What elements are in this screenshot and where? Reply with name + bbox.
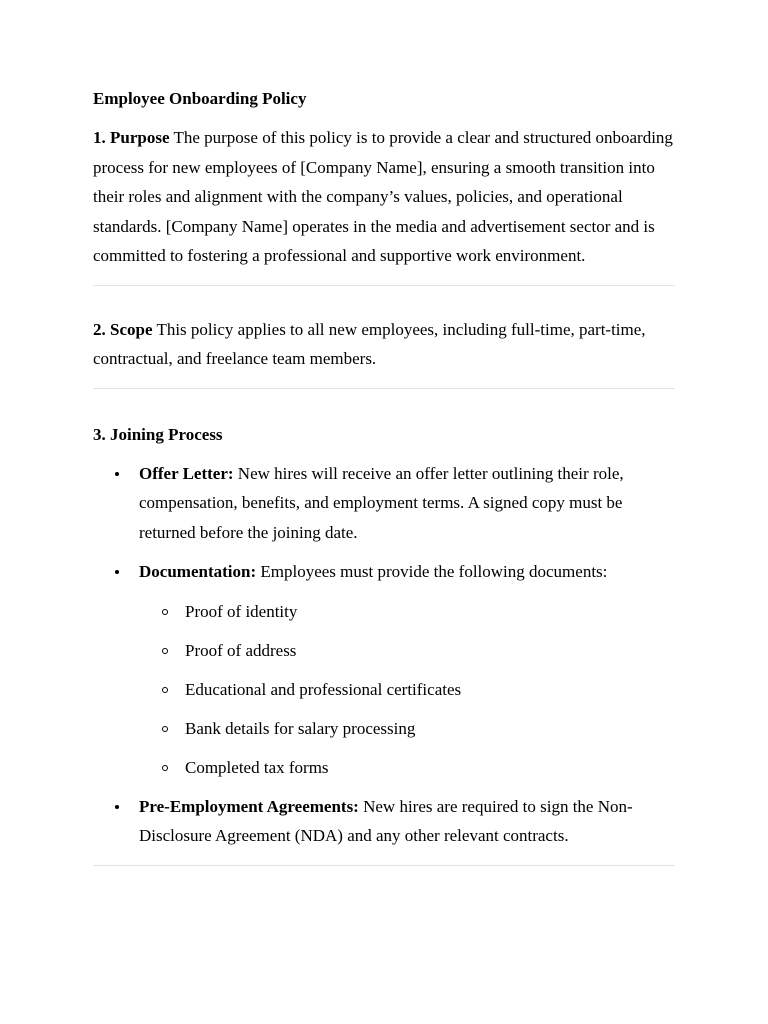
scope-heading: 2. Scope	[93, 319, 153, 339]
sublist-item	[138, 675, 675, 704]
joining-heading: 3. Joining Process	[93, 424, 223, 444]
scope-text: This policy applies to all new employees, including full-time, part-time, contractual, and freelance team members.	[93, 319, 646, 368]
scope-section	[93, 315, 675, 374]
sublist-item-text: Bank details for salary processing	[185, 718, 416, 738]
section-divider	[93, 388, 675, 389]
circle-bullet-icon	[162, 726, 168, 732]
section-divider	[93, 865, 675, 866]
section-divider	[93, 285, 675, 286]
list-item-offer-letter	[93, 459, 675, 548]
item-text: Employees must provide the following documents:	[256, 562, 608, 581]
documents-sublist	[139, 597, 675, 782]
sublist-item	[138, 753, 675, 782]
sublist-item	[138, 714, 675, 743]
sublist-item-text: Completed tax forms	[185, 757, 329, 777]
document-title: Employee Onboarding Policy	[93, 89, 307, 108]
sublist-item-text: Proof of identity	[185, 601, 298, 621]
document-body	[93, 84, 675, 866]
purpose-text: The purpose of this policy is to provide a clear and structured onboarding process for new employees of [Company Name], ensuring a smooth transition into their roles and alignment with the company’s values, policies, and operational standards. [Company Name] operates in the media and advertisement sector and is committed to fostering a professional and supportive work environment.	[93, 128, 673, 265]
bullet-icon	[115, 472, 119, 476]
purpose-section	[93, 123, 675, 271]
item-text: New hires are required to sign the Non-Disclosure Agreement (NDA) and any other relevant contracts.	[139, 796, 633, 845]
circle-bullet-icon	[162, 648, 168, 654]
bullet-icon	[115, 805, 119, 809]
item-label: Offer Letter:	[139, 463, 234, 483]
circle-bullet-icon	[162, 609, 168, 615]
joining-list	[93, 459, 675, 851]
sublist-item-text: Proof of address	[185, 640, 297, 660]
list-item-documentation	[93, 557, 675, 782]
list-item-pre-employment	[93, 792, 675, 851]
purpose-heading: 1. Purpose	[93, 128, 170, 147]
bullet-icon	[115, 570, 119, 574]
sublist-item	[138, 597, 675, 626]
sublist-item-text: Educational and professional certificates	[185, 679, 462, 699]
item-text: New hires will receive an offer letter outlining their role, compensation, benefits, and employment terms. A signed copy must be returned before the joining date.	[139, 463, 624, 542]
sublist-item	[138, 636, 675, 665]
item-label: Documentation:	[139, 562, 257, 581]
circle-bullet-icon	[162, 765, 168, 771]
item-label: Pre-Employment Agreements:	[139, 796, 359, 816]
circle-bullet-icon	[162, 687, 168, 693]
